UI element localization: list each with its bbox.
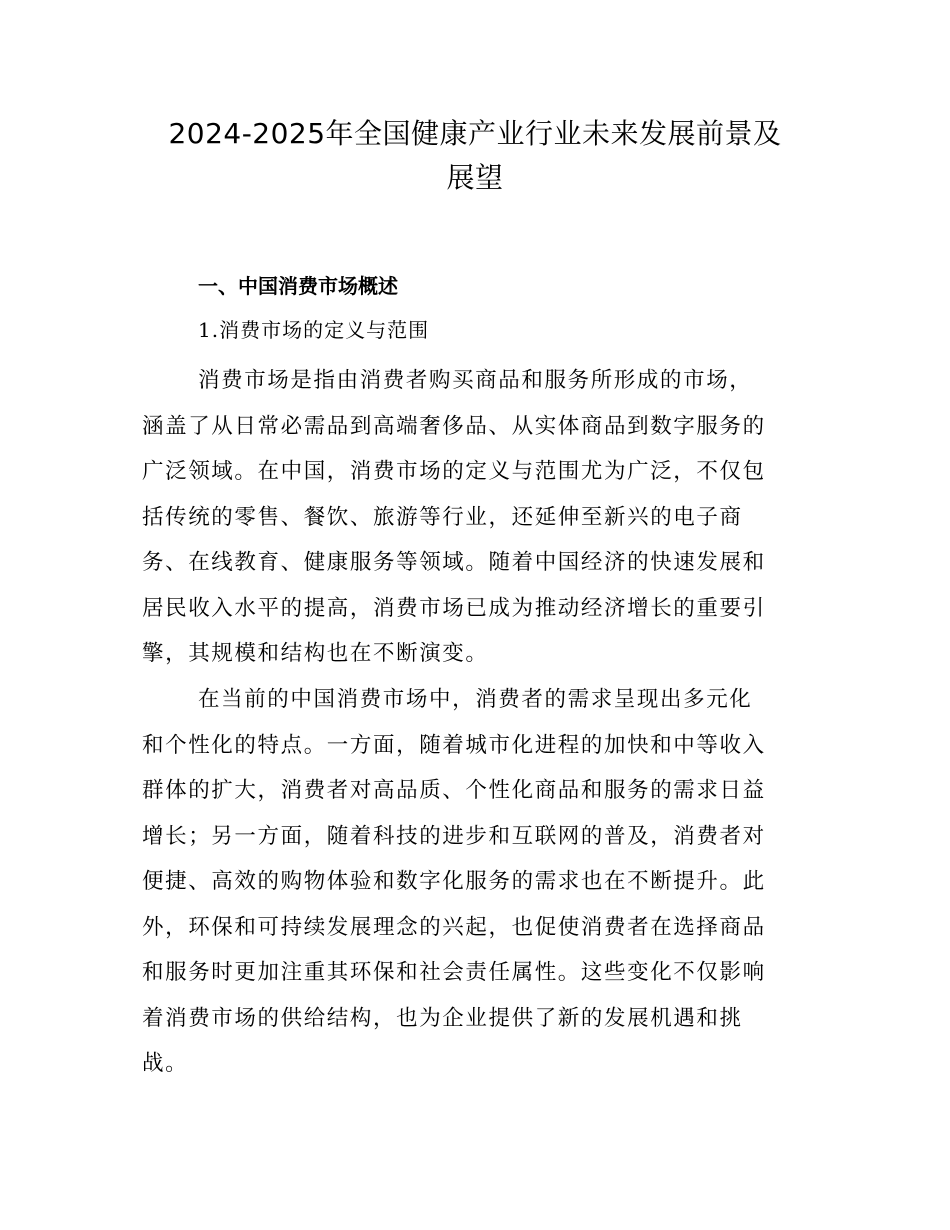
title-line-2: 展望 (446, 161, 504, 194)
paragraph-line: 消费市场是指由消费者购买商品和服务所形成的市场， (198, 368, 753, 393)
paragraph-line: 涵盖了从日常必需品到高端奢侈品、从实体商品到数字服务的 (142, 413, 766, 439)
paragraph-2 (142, 677, 822, 1087)
section-heading: 一、中国消费市场概述 (198, 274, 398, 298)
paragraph-line: 在当前的中国消费市场中，消费者的需求呈现出多元化 (198, 687, 753, 712)
paragraph-line: 广泛领域。在中国，消费市场的定义与范围尤为广泛，不仅包 (142, 459, 766, 484)
paragraph-line: 务、在线教育、健康服务等领域。随着中国经济的快速发展和 (142, 550, 766, 575)
title-line-1: 2024-2025年全国健康产业行业未来发展前景及 (168, 117, 782, 150)
paragraph-line: 擎，其规模和结构也在不断演变。 (142, 641, 489, 666)
paragraph-line: 括传统的零售、餐饮、旅游等行业，还延伸至新兴的电子商 (142, 504, 743, 530)
paragraph-1 (142, 358, 822, 677)
paragraph-line: 增长；另一方面，随着科技的进步和互联网的普及，消费者对 (142, 823, 766, 849)
paragraph-line: 群体的扩大，消费者对高品质、个性化商品和服务的需求日益 (142, 778, 766, 803)
paragraph-line: 外，环保和可持续发展理念的兴起，也促使消费者在选择商品 (142, 914, 766, 940)
paragraph-line: 和服务时更加注重其环保和社会责任属性。这些变化不仅影响 (142, 960, 766, 985)
paragraph-line: 着消费市场的供给结构，也为企业提供了新的发展机遇和挑 (142, 1005, 743, 1031)
paragraph-line: 和个性化的特点。一方面，随着城市化进程的加快和中等收入 (142, 732, 766, 758)
document-title (100, 112, 850, 200)
paragraph-line: 战。 (142, 1051, 189, 1076)
paragraph-line: 居民收入水平的提高，消费市场已成为推动经济增长的重要引 (142, 595, 766, 621)
subsection-heading: 1.消费市场的定义与范围 (198, 318, 430, 342)
paragraph-line: 便捷、高效的购物体验和数字化服务的需求也在不断提升。此 (142, 869, 766, 894)
